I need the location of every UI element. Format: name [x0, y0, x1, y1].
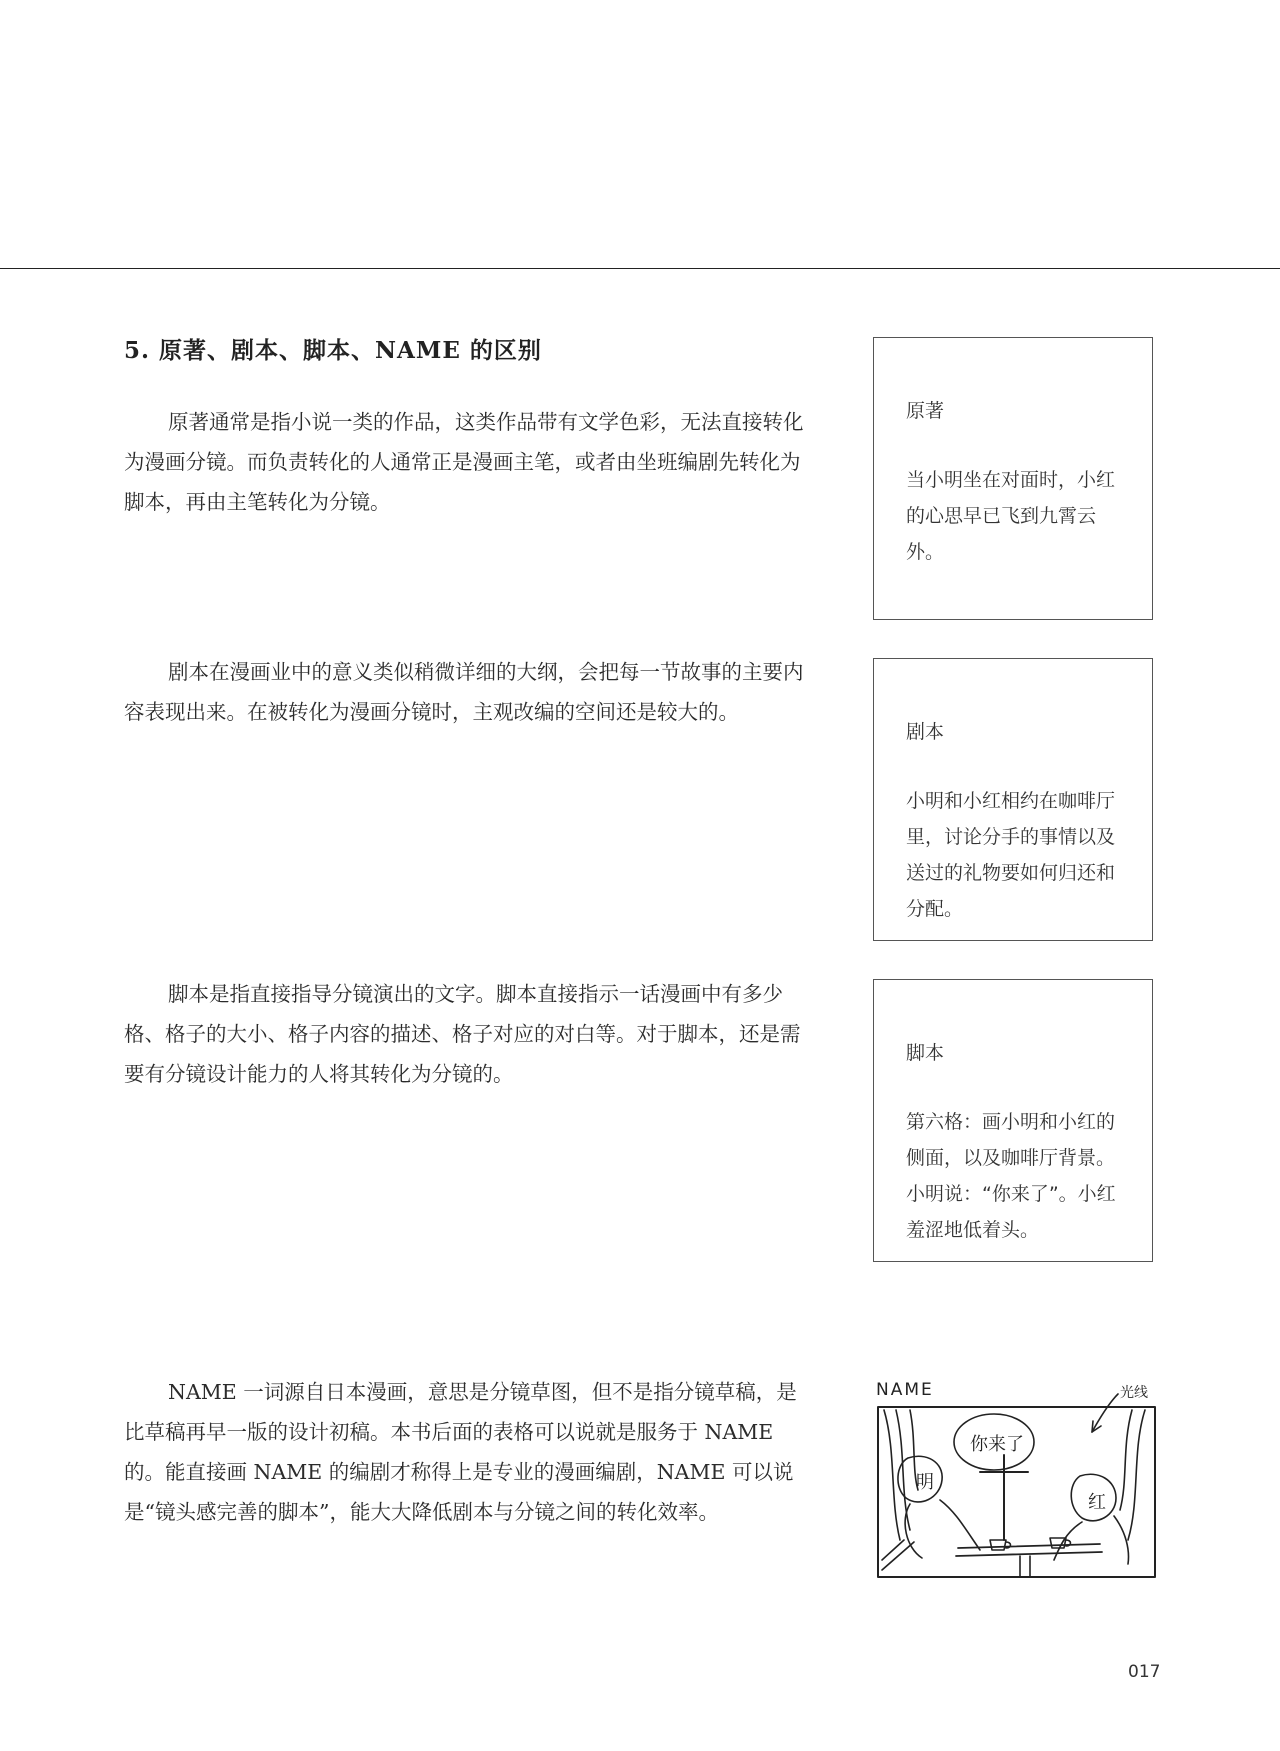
sketch-speech-text: 你来了 [970, 1434, 1024, 1455]
example-box-script [873, 979, 1153, 1262]
header-rule [0, 268, 1280, 269]
paragraph-script: 脚本是指直接指导分镜演出的文字。脚本直接指示一话漫画中有多少格、格子的大小、格子内容的描述、格子对应的对白等。对于脚本，还是需要有分镜设计能力的人将其转化为分镜的。 [124, 982, 801, 1086]
example-box-original-work [873, 337, 1153, 620]
page-number: 017 [1128, 1662, 1161, 1682]
sketch-light-annotation: 光线 [1120, 1385, 1148, 1401]
sketch-cup-left [990, 1540, 1011, 1550]
paragraph-name: NAME 一词源自日本漫画，意思是分镜草图，但不是指分镜草稿，是比草稿再早一版的设计初稿。本书后面的表格可以说就是服务于 NAME 的。能直接画 NAME 的编剧才称得上是专业的漫画编剧，NAME 可以说是“镜头感完善的脚本”，能大大降低剧本与分镜之间的转化效率。 [124, 1380, 797, 1524]
sketch-light-arrow [1092, 1394, 1118, 1432]
box-text: 小明和小红相约在咖啡厅里，讨论分手的事情以及送过的礼物要如何归还和分配。 [906, 790, 1116, 920]
box-label: 原著 [906, 400, 945, 422]
name-sketch-illustration [870, 1380, 1160, 1580]
box-text: 当小明坐在对面时，小红的心思早已飞到九霄云外。 [906, 469, 1116, 563]
section-title: 5. 原著、剧本、脚本、NAME 的区别 [124, 337, 542, 364]
example-box-screenplay [873, 658, 1153, 941]
name-sketch-label: NAME [876, 1380, 934, 1400]
sketch-char-right-label: 红 [1088, 1492, 1106, 1513]
box-text: 第六格：画小明和小红的侧面，以及咖啡厅背景。小明说：“你来了”。小红羞涩地低着头。 [906, 1111, 1116, 1241]
paragraph-screenplay: 剧本在漫画业中的意义类似稍微详细的大纲，会把每一节故事的主要内容表现出来。在被转化为漫画分镜时，主观改编的空间还是较大的。 [124, 660, 804, 724]
paragraph-original-work: 原著通常是指小说一类的作品，这类作品带有文学色彩，无法直接转化为漫画分镜。而负责转化的人通常正是漫画主笔，或者由坐班编剧先转化为脚本，再由主笔转化为分镜。 [124, 410, 804, 514]
sketch-char-left-label: 明 [916, 1472, 934, 1493]
box-label: 剧本 [906, 721, 945, 743]
box-label: 脚本 [906, 1042, 945, 1064]
